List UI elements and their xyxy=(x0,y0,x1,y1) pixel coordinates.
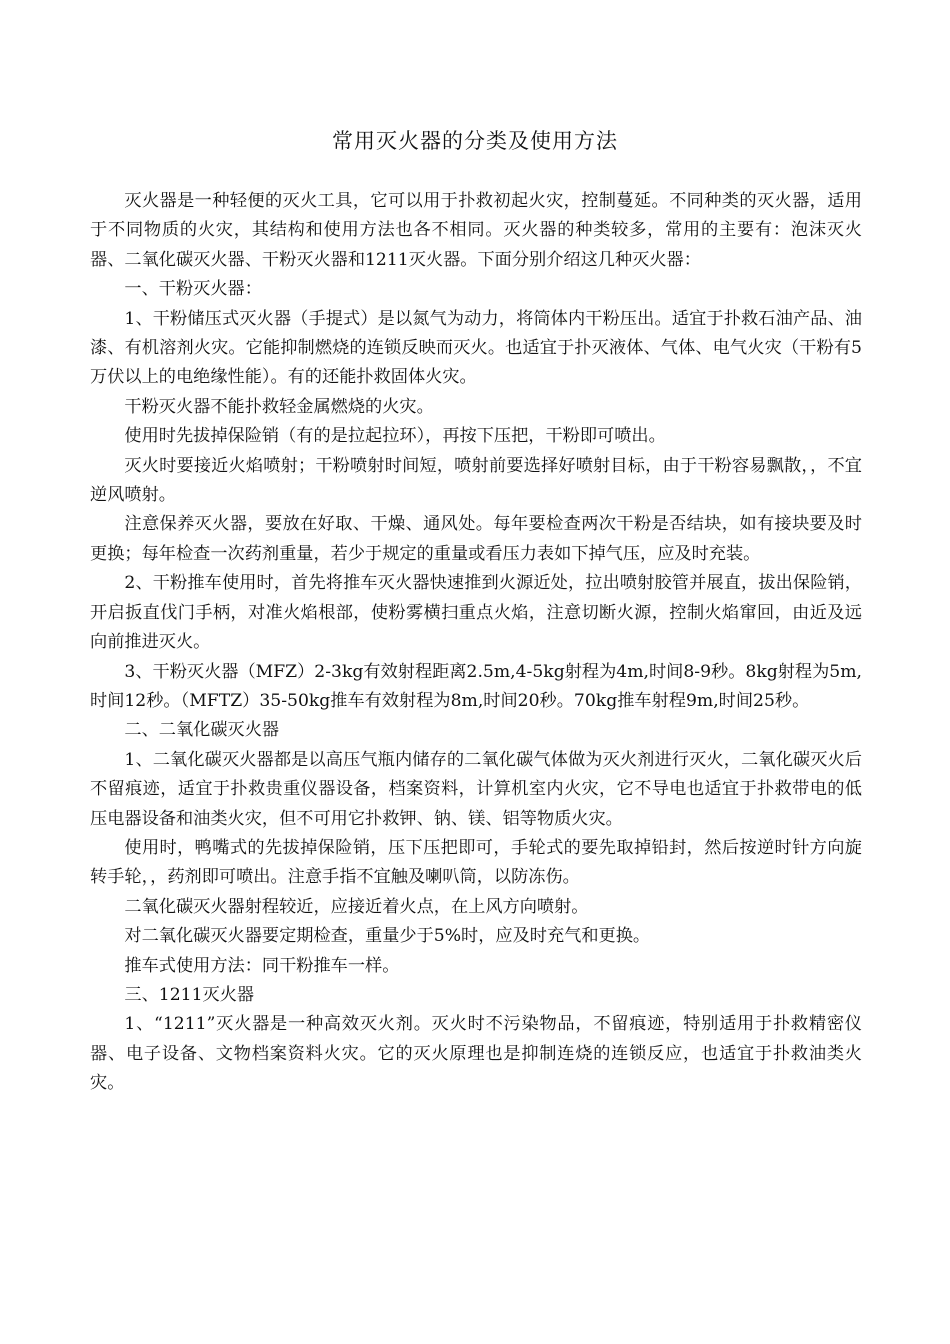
paragraph: 使用时，鸭嘴式的先拔掉保险销，压下压把即可，手轮式的要先取掉铅封，然后按逆时针方向旋转手轮，，药剂即可喷出。注意手指不宜触及喇叭筒，以防冻伤。 xyxy=(90,837,862,888)
paragraph: 1、二氧化碳灭火器都是以高压气瓶内储存的二氧化碳气体做为灭火剂进行灭火，二氧化碳灭火后不留痕迹，适宜于扑救贵重仪器设备，档案资料，计算机室内火灾，它不导电也适宜于扑救带电的低压电器设备和油类火灾，但不可用它扑救钾、钠、镁、铝等物质火灾。 xyxy=(90,749,862,829)
paragraph: 推车式使用方法：同干粉推车一样。 xyxy=(124,955,400,976)
paragraph: 二氧化碳灭火器射程较近，应接近着火点，在上风方向喷射。 xyxy=(124,896,589,917)
paragraph: 注意保养灭火器，要放在好取、干燥、通风处。每年要检查两次干粉是否结块，如有接块要及时更换；每年检查一次药剂重量，若少于规定的重量或看压力表如下掉气压，应及时充装。 xyxy=(90,514,862,564)
intro-paragraph: 灭火器是一种轻便的灭火工具，它可以用于扑救初起火灾，控制蔓延。不同种类的灭火器，适用于不同物质的火灾，其结构和使用方法也各不相同。灭火器的种类较多，常用的主要有：泡沫灭火器、二氧化碳灭火器、干粉灭火器和1211灭火器。下面分别介绍这几种灭火器： xyxy=(90,191,862,270)
section-heading-1211: 三、1211灭火器 xyxy=(124,984,255,1005)
section-heading-co2: 二、二氧化碳灭火器 xyxy=(124,720,280,741)
paragraph: 使用时先拔掉保险销（有的是拉起拉环），再按下压把，干粉即可喷出。 xyxy=(124,426,666,447)
paragraph: 2、干粉推车使用时，首先将推车灭火器快速推到火源近处，拉出喷射胶管并展直，拔出保险销，开启扳直伐门手柄，对准火焰根部，使粉雾横扫重点火焰，注意切断火源，控制火焰窜回，由近及远向前推进灭火。 xyxy=(90,573,862,653)
paragraph: 灭火时要接近火焰喷射；干粉喷射时间短，喷射前要选择好喷射目标，由于干粉容易飘散，，不宜逆风喷射。 xyxy=(90,455,862,506)
section-heading-dry-powder: 一、干粉灭火器： xyxy=(124,279,262,300)
paragraph: 对二氧化碳灭火器要定期检查，重量少于5%时，应及时充气和更换。 xyxy=(124,926,651,947)
paragraph: 1、“1211”灭火器是一种高效灭火剂。灭火时不污染物品，不留痕迹，特别适用于扑救精密仪器、电子设备、文物档案资料火灾。它的灭火原理也是抑制连烧的连锁反应，也适宜于扑救油类火灾。 xyxy=(90,1014,862,1094)
document-title: 常用灭火器的分类及使用方法 xyxy=(332,129,618,153)
paragraph: 3、干粉灭火器（MFZ）2-3kg有效射程距离2.5m,4-5kg射程为4m,时间8-9秒。8kg射程为5m,时间12秒。（MFTZ）35-50kg推车有效射程为8m,时间20秒。70kg推车射程9m,时间25秒。 xyxy=(90,661,863,711)
document-body xyxy=(90,187,862,1099)
paragraph: 干粉灭火器不能扑救轻金属燃烧的火灾。 xyxy=(124,396,434,417)
paragraph: 1、干粉储压式灭火器（手提式）是以氮气为动力，将筒体内干粉压出。适宜于扑救石油产品、油漆、有机溶剂火灾。它能抑制燃烧的连锁反映而灭火。也适宜于扑灭液体、气体、电气火灾（干粉有5万伏以上的电绝缘性能）。有的还能扑救固体火灾。 xyxy=(90,308,862,388)
